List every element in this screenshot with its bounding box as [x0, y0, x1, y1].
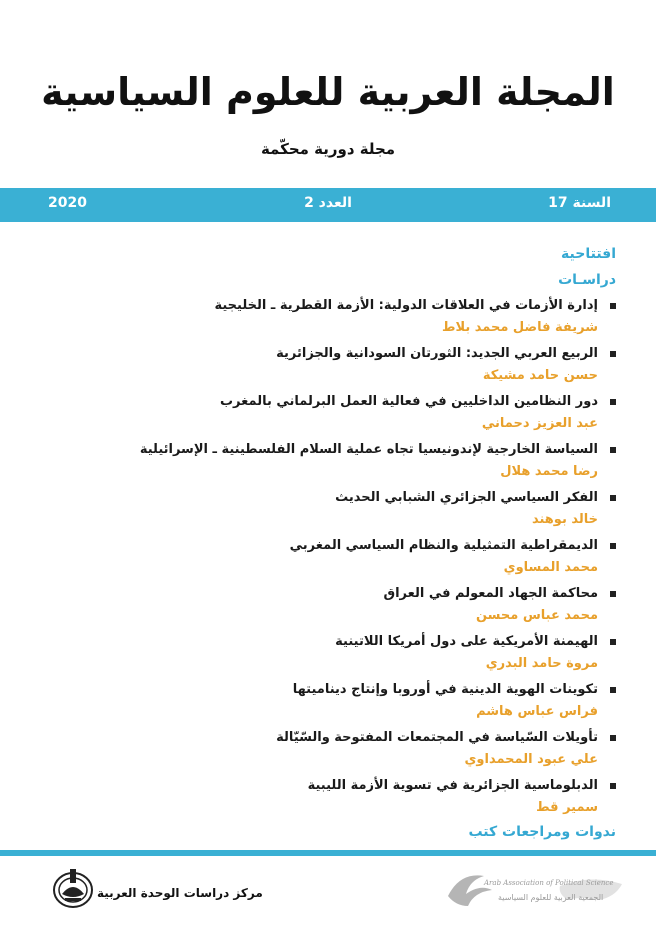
article-author: شريفة فاضل محمد بلاط: [441, 320, 598, 335]
article-item: [56, 345, 616, 384]
journal-subtitle: مجلة دورية محكّمة: [260, 140, 396, 158]
article-author: علي عبود المحمداوي: [464, 752, 598, 767]
article-title: محاكمة الجهاد المعولم في العراق: [383, 586, 598, 601]
bullet-icon: [610, 687, 616, 693]
editorial-heading: افتتاحية: [561, 246, 616, 262]
bullet-icon: [610, 399, 616, 405]
bullet-icon: [610, 735, 616, 741]
bullet-icon: [610, 495, 616, 501]
article-item: [56, 777, 616, 816]
article-title: السياسة الخارجية لإندونيسيا تجاه عملية السلام الفلسطينية ـ الإسرائيلية: [139, 442, 598, 457]
bullet-icon: [610, 591, 616, 597]
article-title: الديمقراطية التمثيلية والنظام السياسي المغربي: [289, 538, 598, 553]
article-item: [56, 729, 616, 768]
article-item: [56, 585, 616, 624]
article-list: [56, 297, 616, 816]
table-of-contents: [56, 246, 616, 850]
article-author: حسن حامد مشيكة: [482, 368, 598, 383]
publisher-logo: [52, 868, 94, 908]
bullet-icon: [610, 303, 616, 309]
article-item: [56, 681, 616, 720]
association-name-ar: الجمعية العربية للعلوم السياسية: [498, 893, 604, 902]
issue-band: [0, 188, 656, 222]
article-title: الربيع العربي الجديد: الثورتان السودانية والجزائرية: [276, 346, 598, 361]
article-author: مروة حامد البدري: [485, 656, 598, 671]
article-title: الفكر السياسي الجزائري الشبابي الحديث: [335, 490, 598, 505]
bullet-icon: [610, 351, 616, 357]
issue-label: العدد 2: [304, 195, 352, 211]
bullet-icon: [610, 543, 616, 549]
bullet-icon: [610, 783, 616, 789]
reviews-heading: ندوات ومراجعات كتب: [468, 824, 616, 840]
article-title: تأويلات السّياسة في المجتمعات المفتوحة والسّيّالة: [276, 730, 598, 745]
issue-date: 2020: [48, 195, 87, 211]
article-item: [56, 441, 616, 480]
article-item: [56, 537, 616, 576]
publisher-name: مركز دراسات الوحدة العربية: [97, 886, 263, 900]
bullet-icon: [610, 639, 616, 645]
article-title: تكوينات الهوية الدينية في أوروبا وإنتاج ديناميتها: [292, 682, 598, 697]
article-item: [56, 297, 616, 336]
bullet-icon: [610, 447, 616, 453]
article-item: [56, 393, 616, 432]
article-title: دور النظامين الداخليين في فعالية العمل البرلماني بالمغرب: [219, 394, 598, 409]
article-author: محمد عباس محسن: [475, 608, 598, 623]
article-author: سمير قط: [536, 800, 598, 815]
article-title: الدبلوماسية الجزائرية في تسوية الأزمة الليبية: [307, 778, 598, 793]
association-logo: [440, 866, 630, 914]
association-name-en: Arab Association of Political Science: [484, 879, 614, 887]
article-author: رضا محمد هلال: [500, 464, 598, 479]
article-title: الهيمنة الأمريكية على دول أمريكا اللاتينية: [335, 634, 598, 649]
article-author: فراس عباس هاشم: [476, 704, 598, 719]
article-title: إدارة الأزمات في العلاقات الدولية: الأزمة القطرية ـ الخليجية: [214, 298, 598, 313]
article-item: [56, 633, 616, 672]
article-author: محمد المساوي: [503, 560, 598, 575]
studies-heading: دراسـات: [558, 272, 616, 288]
article-author: عبد العزيز دحماني: [481, 416, 598, 431]
article-item: [56, 489, 616, 528]
article-author: خالد بوهند: [531, 512, 598, 527]
journal-title: المجلة العربية للعلوم السياسية: [41, 70, 615, 114]
year-label: السنة 17: [548, 195, 611, 211]
footer-divider: [0, 850, 656, 856]
